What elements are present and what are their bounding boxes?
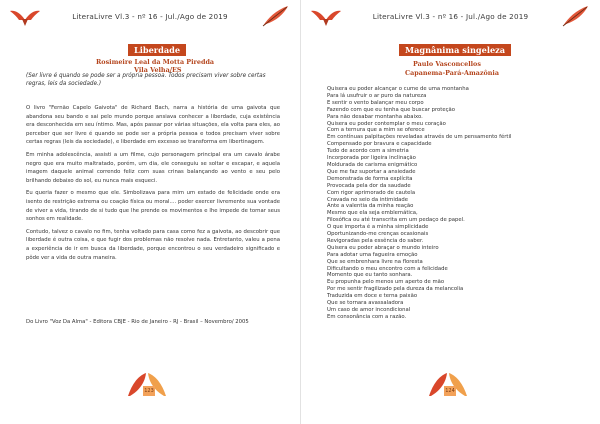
poem-line: Quisera eu poder contemplar o meu coração xyxy=(327,120,446,127)
article-title: Liberdade xyxy=(128,44,186,56)
paragraph: Eu queria fazer o mesmo que ele. Simbolizava para mim um estado de felicidade onde era isento de restrição extrema ou coação física ou moral.... poder exercer livremente sua vontade de viver a vida, tirando de si tudo que lhe prende os movimentos e lhe impede de tornar seus sonhos em realidade. xyxy=(26,190,280,223)
paragraph: Contudo, talvez o cavalo no fim, tenha voltado para casa como fez a gaivota, ao descobrir que liberdade é outra coisa, e que fugir dos problemas não resolve nada. Entretanto, valeu a pena a experiência de ir em busca da liberdade, porque encontrou o seu verdadeiro significado e pôde ver a vida de outra maneira. xyxy=(26,228,280,261)
quill-feather-icon xyxy=(560,4,590,28)
poem-line: Em contínuas palpitações reveladas através de um pensamento fértil xyxy=(327,134,512,141)
intro-text: (Ser livre é quando se pode ser a própria pessoa. Todos precisam viver sobre certas regras, leis da sociedade.) xyxy=(26,73,266,88)
poem-line: Filosófica ou até transcrita em um pedaço de papel. xyxy=(327,217,465,224)
poem-line: Tudo de acordo com a simetria xyxy=(327,148,409,155)
poem-line: Ante a valentia da minha reação xyxy=(327,203,414,210)
poem-line: Que se embrenhara livre na floresta xyxy=(327,258,423,265)
poem-line: Quisera eu poder abraçar o mundo inteiro xyxy=(327,244,439,251)
author-place: Capanema-Pará-Amazônia xyxy=(405,69,500,77)
poem-line: Revigoradas pela essência do saber. xyxy=(327,237,424,244)
page-header xyxy=(301,6,600,28)
page-number: 124 xyxy=(445,388,455,394)
header-text: LiteraLivre Vl.3 - nº 16 - Jul./Ago de 2019 xyxy=(72,12,228,21)
poem-line: Provocada pela dor da saudade xyxy=(327,182,411,189)
poem-line: Em consonância com a razão. xyxy=(327,313,407,320)
right-page xyxy=(300,0,600,424)
poem-line: Cravada no seio da intimidade xyxy=(327,196,409,203)
article-body xyxy=(26,104,280,266)
poem-line: Que me faz suportar a ansiedade xyxy=(327,168,416,175)
poem-line: Mesmo que ela seja emblemática, xyxy=(327,210,418,217)
poem-line: Oportunizando-me crenças ocasionais xyxy=(327,231,429,238)
author-name: Paulo Vasconcellos xyxy=(413,60,481,68)
header-text: LiteraLivre Vl.3 - nº 16 - Jul./Ago de 2019 xyxy=(372,12,529,21)
poem-line: Com rigor aprimorado de cautela xyxy=(327,189,416,196)
poem-line: Dificultando o meu encontro com a felicidade xyxy=(327,265,448,272)
poem-line: Incorporada por ligeira inclinação xyxy=(327,155,416,162)
poem-line: Fazendo com que eu tenha que buscar proteção xyxy=(327,106,455,113)
page-number: 123 xyxy=(144,388,154,394)
poem-line: Moldurada de carisma enigmático xyxy=(327,161,418,168)
poem-line: O que importa é a minha simplicidade xyxy=(327,224,429,231)
paragraph: Em minha adolescência, assisti a um filme, cujo personagem principal era um cavalo árabe negro que era muito maltratado, porém, um dia, ele conseguiu se soltar e escapar, e aquela imagem daquele animal correndo feliz com suas crinas balançando ao vento e seu pelo brilhando debaixo do sol, eu nunca mais esqueci. xyxy=(26,151,280,184)
poem-line: Eu propunha pelo menos um aperto de mão xyxy=(327,279,445,286)
poem-line: E sentir o vento balançar meu corpo xyxy=(327,99,424,106)
poem-line: Traduzida em doce e terna paixão xyxy=(327,293,418,300)
poem-line: Para lá usufruir o ar puro da natureza xyxy=(327,92,427,99)
poem-body xyxy=(327,86,589,321)
poem-line: Para adotar uma fagueira emoção xyxy=(327,251,418,258)
poem-line: Por me sentir fragilizado pela dureza da melancolia xyxy=(327,286,464,293)
quill-feather-icon xyxy=(260,4,290,28)
poem-line: Um caso de amor incondicional xyxy=(327,307,411,313)
paragraph: O livro "Fernão Capelo Gaivota" de Richard Bach, narra a história de uma gaivota que abandona seu bando e sai pelo mundo porque ansiava conhecer a liberdade, cuja existência era desconhecida em seu íntimo. Mas, após passar por várias situações, ela volta para eles, ao perceber que ser livre é quando se pode ser a própria pessoa e todos precisam viver sobre certas regras (leis da sociedade), e liberdade em excesso se transforma em libertinagem. xyxy=(26,105,280,146)
page-header xyxy=(0,6,300,28)
author-place: Vila Velha/ES xyxy=(134,66,182,74)
poem-line: Compensado por bravura e capacidade xyxy=(327,141,432,148)
poem-line: Quisera eu poder alcançar o cume de uma montanha xyxy=(327,86,469,92)
author-name: Rosimeire Leal da Motta Piredda xyxy=(96,58,215,66)
poem-line: Para não desabar montanha abaixo. xyxy=(327,113,423,120)
winged-logo-icon xyxy=(10,6,40,28)
poem-line: Demonstrada de forma explícita xyxy=(327,175,413,182)
book-reference: Do Livro "Voz Da Alma" - Editora CBJE - Rio de Janeiro - RJ - Brasil – Novembro/ 2005 xyxy=(26,319,249,325)
poem-line: Que se tornara avassaladora xyxy=(327,300,404,307)
poem-title: Magnânima singeleza xyxy=(399,44,511,56)
winged-logo-icon xyxy=(311,6,341,28)
poem-line: Com a ternura que a mim se oferece xyxy=(327,127,425,134)
poem-line: Momento que eu tanto sonhara. xyxy=(327,272,413,279)
